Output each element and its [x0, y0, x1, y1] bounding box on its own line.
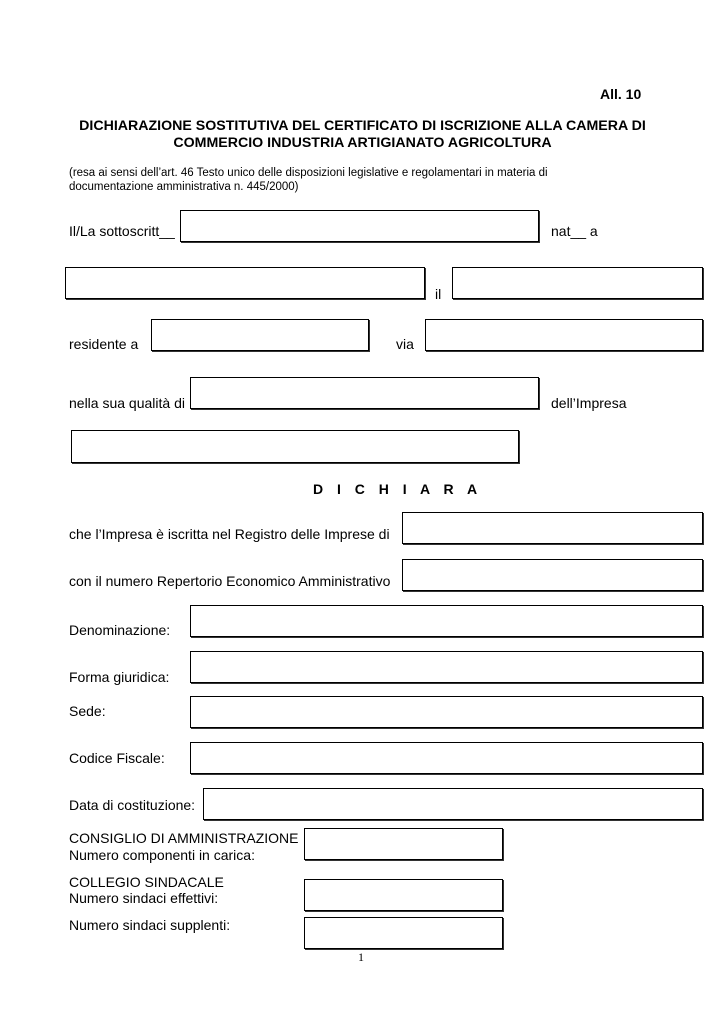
auditors-title: COLLEGIO SINDACALE: [69, 874, 224, 890]
tax-code-label: Codice Fiscale:: [69, 750, 165, 766]
born-label: nat__ a: [551, 223, 598, 239]
denomination-label: Denominazione:: [69, 622, 171, 638]
incorporation-label: Data di costituzione:: [69, 797, 196, 813]
undersigned-field[interactable]: [180, 210, 539, 242]
birthplace-field[interactable]: [65, 267, 425, 299]
legal-form-field[interactable]: [190, 651, 703, 683]
board-members-label: Numero componenti in carica:: [69, 847, 255, 863]
denomination-field[interactable]: [190, 605, 703, 637]
seat-label: Sede:: [69, 703, 106, 719]
legal-note-line2: documentazione amministrativa n. 445/2000): [69, 181, 299, 193]
document-title-line1: DICHIARAZIONE SOSTITUTIVA DEL CERTIFICATO DI ISCRIZIONE ALLA CAMERA DI: [79, 118, 646, 134]
effective-auditors-field[interactable]: [304, 879, 503, 911]
board-members-field[interactable]: [304, 828, 503, 860]
capacity-label: nella sua qualità di: [69, 395, 185, 411]
register-field[interactable]: [402, 512, 703, 544]
register-label: che l’Impresa è iscritta nel Registro delle Imprese di: [69, 526, 390, 542]
page-number: 1: [358, 950, 364, 964]
attachment-number: All. 10: [600, 86, 642, 102]
residence-city-field[interactable]: [151, 319, 369, 351]
rea-number-field[interactable]: [402, 559, 703, 591]
legal-note-line1: (resa ai sensi dell’art. 46 Testo unico delle disposizioni legislative e regolamentari in materia di: [69, 167, 548, 179]
effective-auditors-label: Numero sindaci effettivi:: [69, 890, 219, 906]
residence-label: residente a: [69, 336, 139, 352]
residence-street-field[interactable]: [425, 319, 703, 351]
document-title-line2: COMMERCIO INDUSTRIA ARTIGIANATO AGRICOLTURA: [173, 135, 552, 151]
substitute-auditors-field[interactable]: [304, 917, 503, 949]
seat-field[interactable]: [190, 696, 703, 728]
legal-form-label: Forma giuridica:: [69, 669, 170, 685]
declares-heading: D I C H I A R A: [313, 481, 483, 497]
date-label: il: [435, 286, 442, 302]
rea-label: con il numero Repertorio Economico Amministrativo: [69, 573, 391, 589]
birth-date-field[interactable]: [452, 267, 703, 299]
incorporation-date-field[interactable]: [203, 788, 703, 820]
document-title: [40, 118, 685, 152]
capacity-field[interactable]: [190, 377, 539, 409]
company-name-field[interactable]: [71, 430, 519, 463]
board-title: CONSIGLIO DI AMMINISTRAZIONE: [69, 830, 299, 846]
street-label: via: [396, 336, 414, 352]
legal-note: [69, 166, 548, 194]
undersigned-label: Il/La sottoscritt__: [69, 223, 175, 239]
substitute-auditors-label: Numero sindaci supplenti:: [69, 917, 231, 933]
company-label: dell’Impresa: [551, 395, 627, 411]
tax-code-field[interactable]: [190, 742, 703, 774]
